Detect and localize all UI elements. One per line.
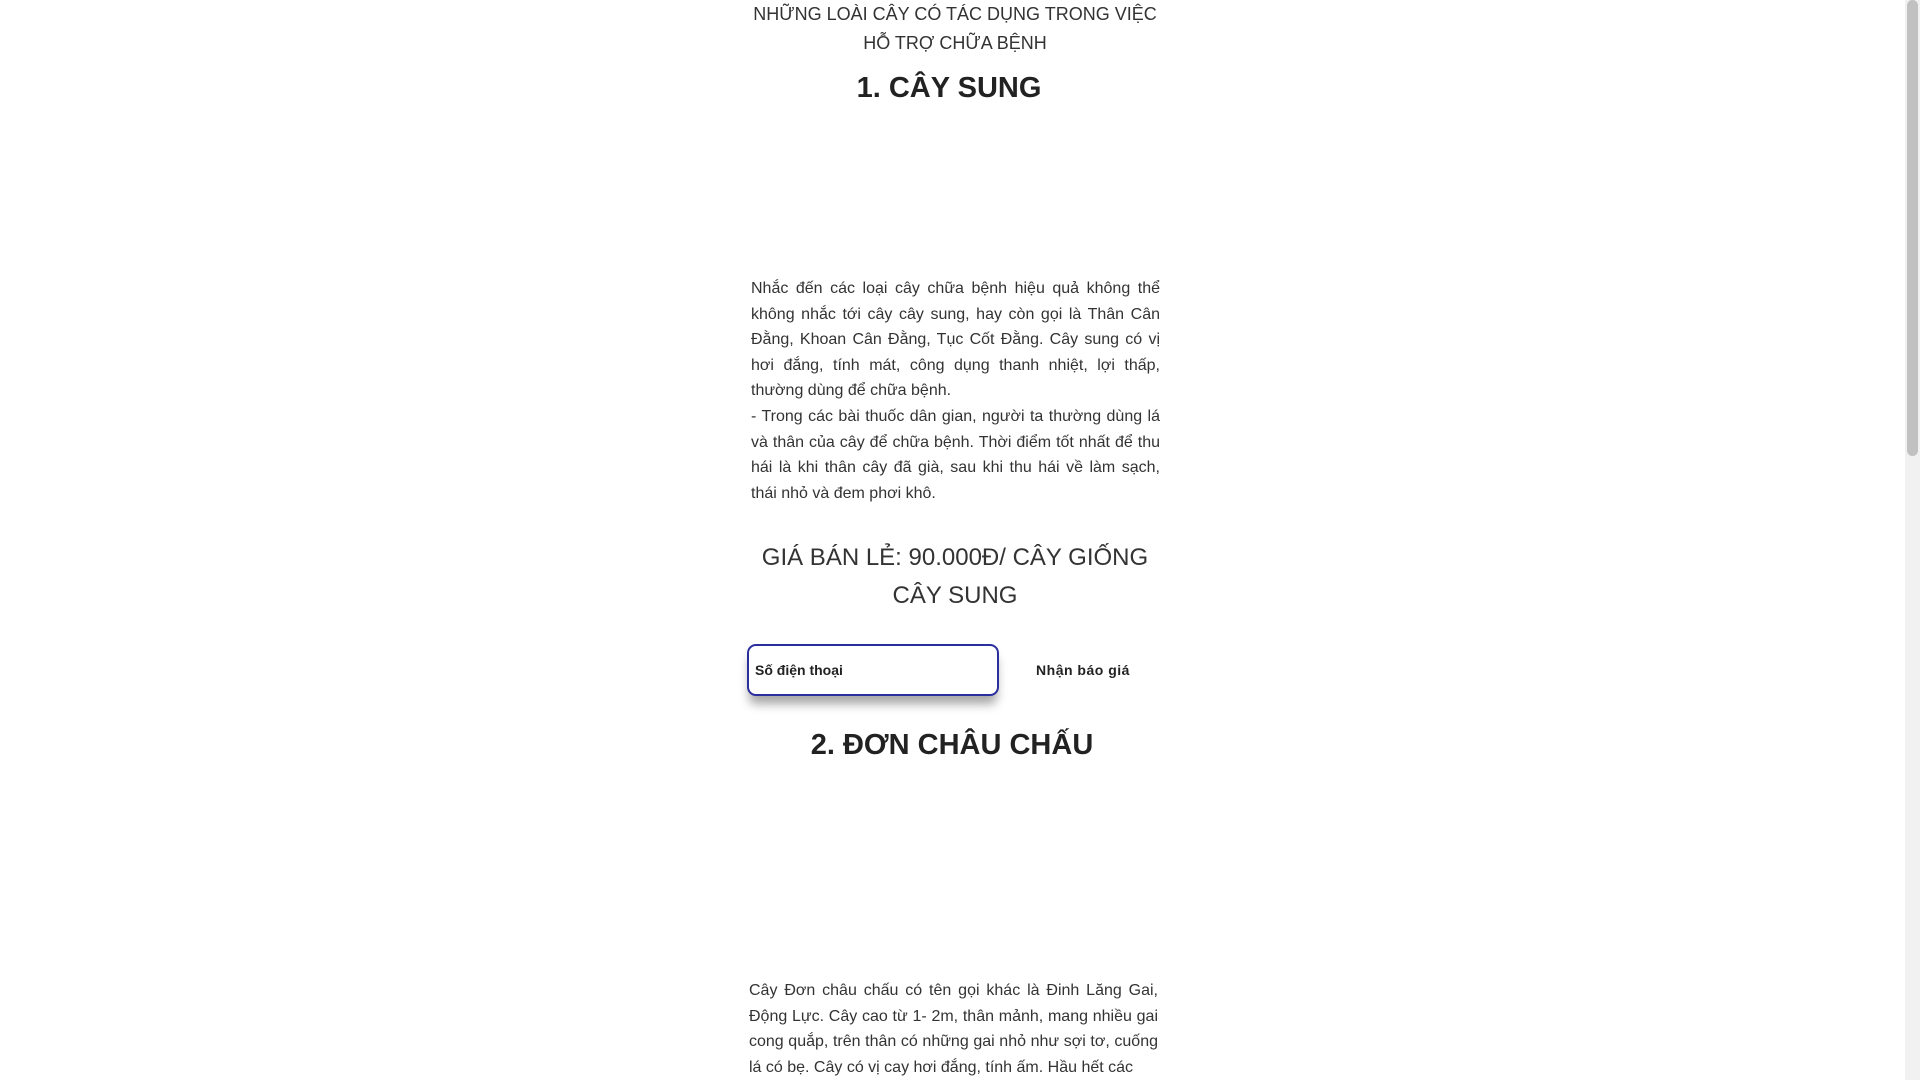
quote-form bbox=[747, 644, 1167, 697]
get-quote-button[interactable]: Nhận báo giá bbox=[1003, 644, 1163, 696]
scrollbar-thumb[interactable] bbox=[1907, 0, 1918, 456]
section-heading-cay-sung: 1. CÂY SUNG bbox=[856, 72, 1042, 104]
cay-sung-description bbox=[751, 276, 1160, 506]
cay-sung-paragraph: - Trong các bài thuốc dân gian, người ta thường dùng lá và thân của cây để chữa bệnh. Thời điểm tốt nhất để thu hái là khi thân cây đã già, sau khi thu hái về làm sạch, thái nhỏ và đem phơi khô. bbox=[751, 407, 1160, 502]
cay-sung-paragraph: Nhắc đến các loại cây chữa bệnh hiệu quả không thể không nhắc tới cây cây sung, hay còn gọi là Thân Cân Đằng, Khoan Cân Đằng, Tục Cốt Đằng. Cây sung có vị hơi đắng, tính mát, công dụng thanh nhiệt, lợi thấp, thường dùng để chữa bệnh. bbox=[751, 280, 1160, 400]
don-chau-chau-description bbox=[749, 978, 1158, 1080]
article-title: NHỮNG LOÀI CÂY CÓ TÁC DỤNG TRONG VIỆC HỖ TRỢ CHỮA BỆNH bbox=[753, 4, 1157, 53]
vertical-scrollbar[interactable] bbox=[1905, 0, 1920, 1080]
phone-input[interactable] bbox=[747, 644, 999, 696]
don-chau-chau-paragraph: Cây Đơn châu chấu có tên gọi khác là Đinh Lăng Gai, Động Lực. Cây cao từ 1- 2m, thân mảnh, mang nhiều gai cong quắp, trên thân có những gai nhỏ như sợi tơ, cuống lá có bẹ. Cây có vị cay hơi đắng, tính ấm. Hầu hết các bbox=[749, 982, 1158, 1076]
cay-sung-image bbox=[752, 120, 1158, 275]
section-heading-don-chau-chau: 2. ĐƠN CHÂU CHẤU bbox=[810, 729, 1094, 761]
don-chau-chau-image bbox=[752, 780, 1158, 970]
price-heading: GIÁ BÁN LẺ: 90.000Đ/ CÂY GIỐNG CÂY SUNG bbox=[761, 544, 1149, 609]
